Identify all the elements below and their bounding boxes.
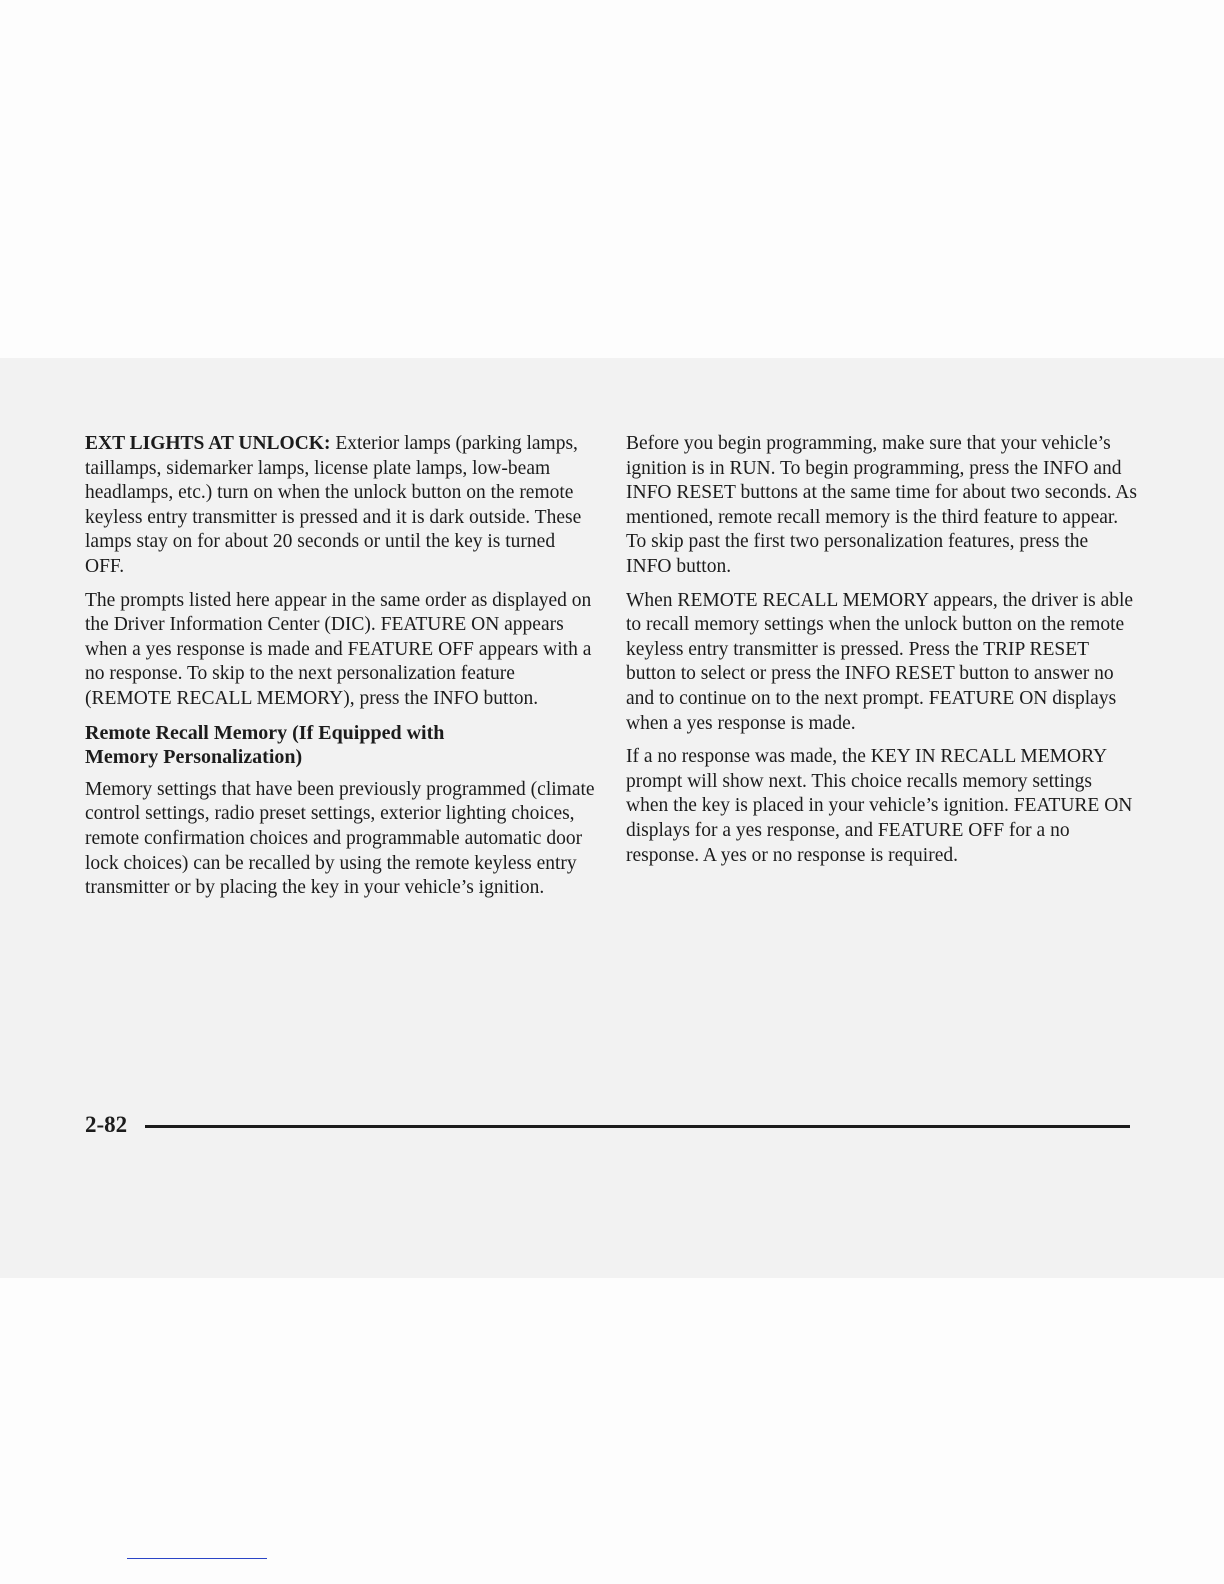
remote-recall-appears-paragraph: When REMOTE RECALL MEMORY appears, the driver is able to recall memory settings when the unlock button on the remote keyless entry transmitter is pressed. Press the TRIP RESET button to select or press the INFO RESET button to answer no and to continue on to the next prompt. FEATURE ON displays when a yes response is made. [626,589,1134,734]
link-underline[interactable] [127,1558,267,1559]
memory-settings-paragraph: Memory settings that have been previously programmed (climate control settings, radio preset settings, exterior lighting choices, remote confirmation choices and programmable automatic door lock choices) can be recalled by using the remote keyless entry transmitter or by placing the key in your vehicle’s ignition. [85,778,595,899]
page-footer [85,1110,1130,1140]
ext-lights-paragraph [85,432,597,580]
remote-recall-memory-heading: Remote Recall Memory (If Equipped with Memory Personalization) [85,721,445,769]
prompts-paragraph: The prompts listed here appear in the same order as displayed on the Driver Information Center (DIC). FEATURE ON appears when a yes response is made and FEATURE OFF appears with a no response. To skip to the next personalization feature (REMOTE RECALL MEMORY), press the INFO button. [85,589,592,709]
right-column [626,432,1138,877]
left-column [85,432,597,910]
begin-programming-paragraph: Before you begin programming, make sure that your vehicle’s ignition is in RUN. To begin programming, press the INFO and INFO RESET buttons at the same time for about two seconds. As mentioned, remote recall memory is the third feature to appear. To skip past the first two personalization features, press the INFO button. [626,433,1137,577]
ext-lights-heading: EXT LIGHTS AT UNLOCK: [85,433,331,454]
ext-lights-text: Exterior lamps (parking lamps, taillamps, sidemarker lamps, license plate lamps, low-beam headlamps, etc.) turn on when the unlock button on the remote keyless entry transmitter is pressed and it is dark outside. These lamps stay on for about 20 seconds or until the key is turned OFF. [85,433,582,577]
footer-rule [145,1125,1130,1128]
page-number: 2-82 [85,1112,128,1137]
no-response-paragraph: If a no response was made, the KEY IN RECALL MEMORY prompt will show next. This choice recalls memory settings when the key is placed in your vehicle’s ignition. FEATURE ON displays for a yes response, and FEATURE OFF for a no response. A yes or no response is required. [626,746,1133,866]
